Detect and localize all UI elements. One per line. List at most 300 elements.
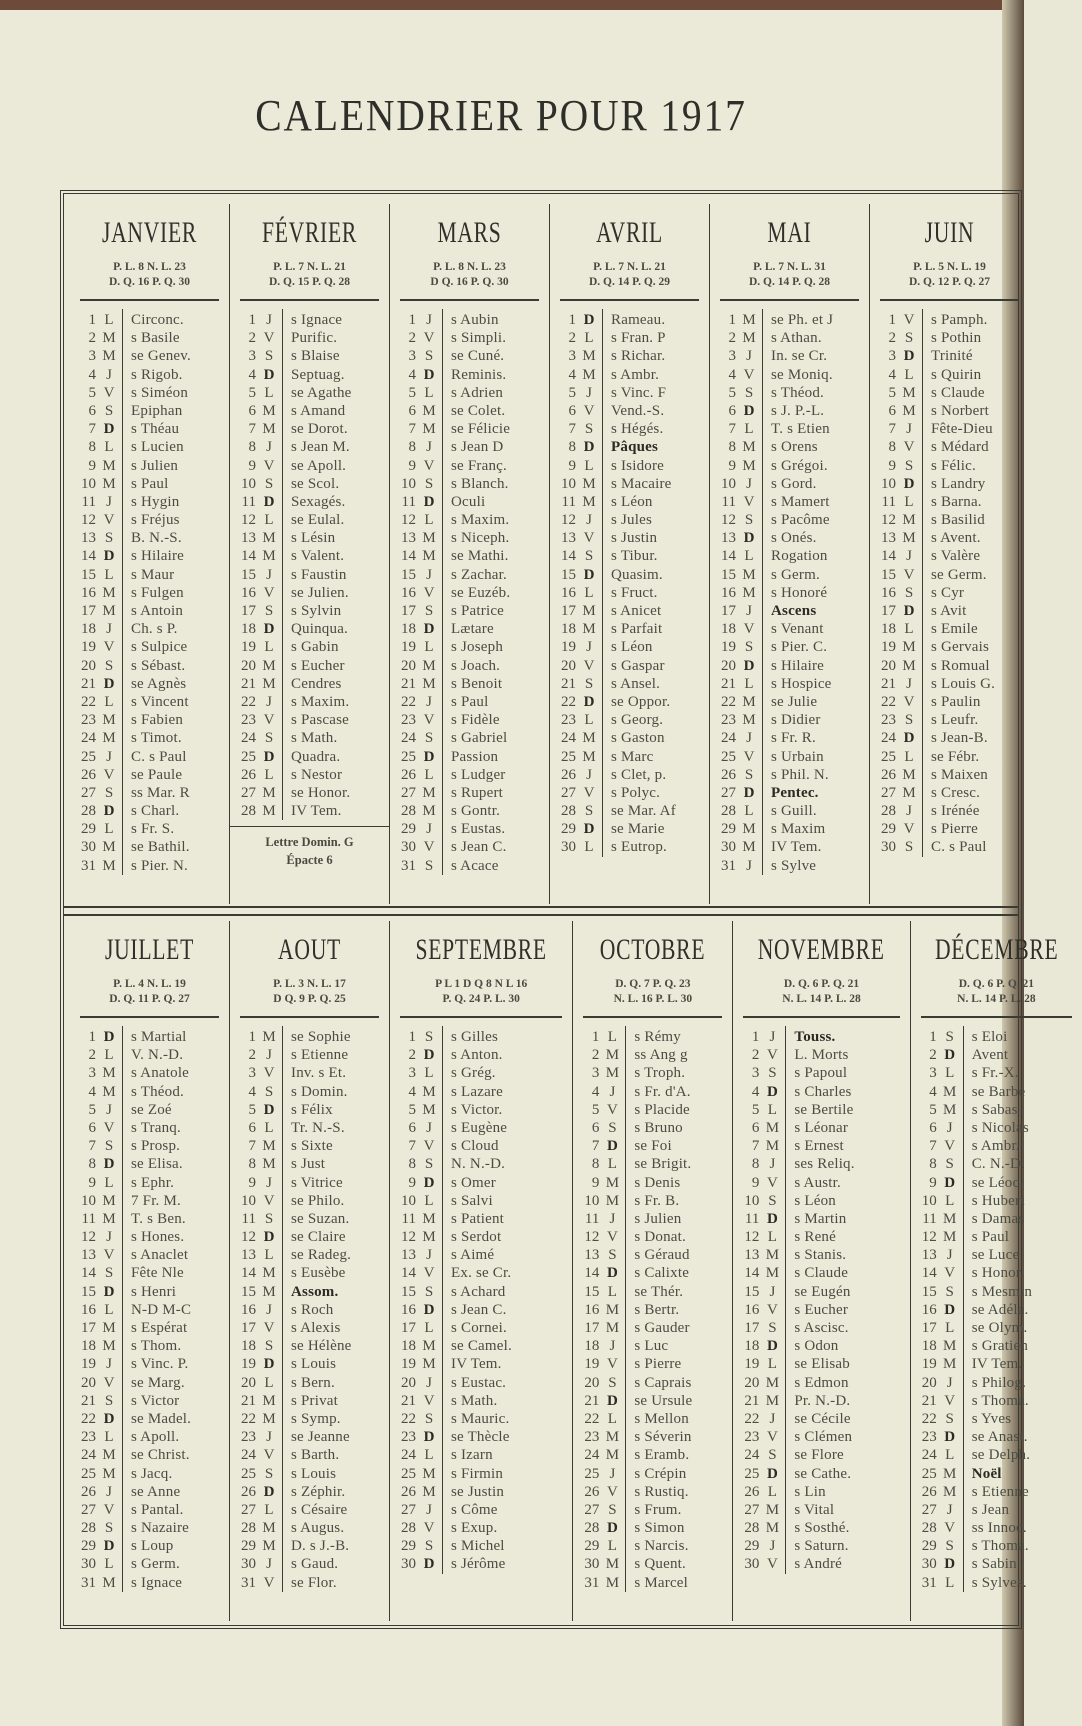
day-row bbox=[911, 1337, 1082, 1355]
saint-name: s Paul bbox=[971, 1229, 1010, 1246]
weekday-letter: V bbox=[606, 1356, 618, 1373]
weekday-letter: J bbox=[769, 1156, 776, 1173]
saint-name: s Calixte bbox=[634, 1265, 690, 1282]
weekday-letter: M bbox=[742, 330, 756, 347]
weekday-letter: D bbox=[103, 1538, 115, 1555]
day-row bbox=[710, 384, 869, 402]
day-row bbox=[390, 1465, 572, 1483]
weekday-letter: M bbox=[262, 402, 276, 419]
day-row bbox=[870, 402, 1029, 420]
day-row bbox=[230, 1337, 389, 1355]
day-number: 27 bbox=[81, 784, 96, 801]
saint-name: s Maxim bbox=[771, 821, 826, 838]
day-row bbox=[550, 457, 709, 475]
saint-name: s Bern. bbox=[291, 1374, 335, 1391]
day-number: 20 bbox=[401, 657, 416, 674]
day-number: 28 bbox=[721, 803, 736, 820]
saint-name: T. s Etien bbox=[771, 421, 830, 438]
weekday-letter: V bbox=[263, 1447, 275, 1464]
weekday-letter: L bbox=[424, 1192, 434, 1209]
saint-name: se Paule bbox=[131, 766, 183, 783]
day-number: 4 bbox=[888, 366, 896, 383]
header-rule bbox=[743, 1016, 899, 1018]
day-row bbox=[70, 1228, 229, 1246]
saint-name: se Franç. bbox=[451, 457, 507, 474]
day-number: 5 bbox=[568, 384, 576, 401]
day-number: 24 bbox=[401, 1447, 416, 1464]
day-number: 17 bbox=[401, 603, 416, 619]
day-row bbox=[733, 1064, 909, 1082]
saint-name: s Paulin bbox=[931, 693, 981, 710]
day-number: 24 bbox=[241, 1447, 256, 1464]
weekday-letter: S bbox=[424, 475, 434, 492]
day-row bbox=[710, 566, 869, 584]
weekday-letter: J bbox=[266, 312, 272, 328]
saint-name: s Jean C. bbox=[451, 839, 507, 856]
weekday-letter: S bbox=[424, 1156, 434, 1173]
weekday-letter: V bbox=[944, 1138, 956, 1155]
day-number: 3 bbox=[888, 348, 896, 365]
weekday-letter: V bbox=[423, 1265, 435, 1282]
weekday-letter: J bbox=[426, 693, 432, 710]
saint-name: s Gabin bbox=[291, 639, 339, 656]
day-row bbox=[390, 602, 549, 620]
day-number: 23 bbox=[241, 1429, 256, 1446]
saint-name: s Lin bbox=[794, 1483, 826, 1500]
day-number: 9 bbox=[929, 1174, 937, 1191]
day-row bbox=[870, 547, 1029, 565]
day-row bbox=[230, 1483, 389, 1501]
day-number: 19 bbox=[81, 639, 96, 656]
weekday-letter: V bbox=[103, 384, 115, 401]
saint-name: s Zachar. bbox=[451, 566, 507, 583]
day-number: 16 bbox=[81, 1301, 96, 1318]
day-number: 14 bbox=[81, 548, 96, 565]
weekday-letter: M bbox=[943, 1229, 957, 1246]
day-list bbox=[390, 311, 549, 875]
saint-name: s Eucher bbox=[291, 657, 345, 674]
weekday-letter: M bbox=[262, 657, 276, 674]
weekday-letter: J bbox=[946, 1501, 953, 1518]
year-notes bbox=[230, 826, 389, 869]
weekday-letter: M bbox=[582, 748, 596, 765]
day-row bbox=[733, 1283, 909, 1301]
day-list bbox=[390, 1028, 572, 1574]
saint-name: s Fr.-X. bbox=[971, 1065, 1019, 1082]
weekday-letter: S bbox=[264, 1083, 274, 1100]
saint-name: s Léon bbox=[611, 493, 653, 510]
day-row bbox=[550, 511, 709, 529]
saint-name: s Troph. bbox=[634, 1065, 686, 1082]
weekday-letter: L bbox=[744, 421, 754, 438]
saint-name: Sexagés. bbox=[291, 493, 346, 510]
saint-name: s Fulgen bbox=[131, 584, 184, 601]
month-septembre bbox=[390, 921, 573, 1621]
saint-name: s Rigob. bbox=[131, 366, 183, 383]
day-number: 21 bbox=[561, 675, 576, 692]
saint-name: se Mathi. bbox=[451, 548, 509, 565]
weekday-letter: V bbox=[903, 312, 915, 328]
day-number: 26 bbox=[81, 1483, 96, 1500]
day-number: 6 bbox=[888, 402, 896, 419]
day-row bbox=[70, 1374, 229, 1392]
saint-name: Rogation bbox=[771, 548, 828, 565]
day-row bbox=[573, 1301, 732, 1319]
saint-name: s Antoin bbox=[131, 603, 184, 619]
weekday-letter: M bbox=[102, 1338, 116, 1355]
saint-name: s Roch bbox=[291, 1301, 334, 1318]
day-number: 17 bbox=[401, 1320, 416, 1336]
weekday-letter: D bbox=[103, 1410, 115, 1427]
saint-name: IV Tem. bbox=[771, 839, 822, 856]
weekday-letter: V bbox=[903, 693, 915, 710]
day-number: 26 bbox=[561, 766, 576, 783]
weekday-letter: D bbox=[743, 657, 755, 674]
weekday-letter: J bbox=[266, 1047, 272, 1064]
day-number: 17 bbox=[921, 1320, 937, 1336]
day-row bbox=[70, 1555, 229, 1573]
day-row bbox=[390, 1537, 572, 1555]
month-decembre bbox=[911, 921, 1082, 1621]
day-row bbox=[390, 1392, 572, 1410]
header-rule bbox=[240, 1016, 379, 1018]
weekday-letter: L bbox=[744, 675, 754, 692]
saint-name: s Thom. bbox=[131, 1338, 182, 1355]
weekday-letter: L bbox=[424, 384, 434, 401]
weekday-letter: J bbox=[946, 1119, 953, 1136]
weekday-letter: V bbox=[263, 1320, 275, 1336]
saint-name: se Eugén bbox=[794, 1283, 851, 1300]
header-rule bbox=[240, 299, 379, 301]
saint-name: s Ignace bbox=[131, 1574, 183, 1591]
saint-name: s Paul bbox=[451, 693, 489, 710]
weekday-letter: L bbox=[264, 766, 274, 783]
day-row bbox=[573, 1446, 732, 1464]
saint-name: s J. P.-L. bbox=[771, 402, 825, 419]
saint-name: se Agathe bbox=[291, 384, 352, 401]
saint-name: s Adrien bbox=[451, 384, 504, 401]
day-number: 11 bbox=[401, 1210, 416, 1227]
day-row bbox=[230, 529, 389, 547]
saint-name: s Vincent bbox=[131, 693, 189, 710]
day-number: 15 bbox=[584, 1283, 600, 1300]
day-row bbox=[573, 1519, 732, 1537]
day-number: 26 bbox=[241, 766, 256, 783]
weekday-letter: J bbox=[106, 1229, 112, 1246]
day-row bbox=[870, 438, 1029, 456]
day-number: 12 bbox=[81, 512, 96, 529]
day-row bbox=[390, 857, 549, 875]
weekday-letter: V bbox=[903, 821, 915, 838]
saint-name: s Valère bbox=[931, 548, 981, 565]
saint-name: Fête Nle bbox=[131, 1265, 184, 1282]
weekday-letter: M bbox=[582, 493, 596, 510]
day-number: 11 bbox=[401, 493, 416, 510]
saint-name: se Marg. bbox=[131, 1374, 185, 1391]
weekday-letter: S bbox=[608, 1247, 617, 1264]
weekday-letter: D bbox=[606, 1138, 618, 1155]
day-number: 10 bbox=[401, 475, 416, 492]
saint-name: Pr. N.-D. bbox=[794, 1392, 851, 1409]
weekday-letter: L bbox=[264, 1119, 274, 1136]
moon-phases bbox=[230, 260, 389, 290]
day-number: 28 bbox=[81, 803, 96, 820]
day-number: 27 bbox=[401, 1501, 416, 1518]
day-row bbox=[390, 566, 549, 584]
day-row bbox=[390, 729, 549, 747]
day-number: 5 bbox=[751, 1101, 760, 1118]
day-number: 9 bbox=[248, 457, 256, 474]
weekday-letter: M bbox=[582, 475, 596, 492]
day-number: 7 bbox=[751, 1138, 760, 1155]
day-number: 3 bbox=[591, 1065, 600, 1082]
weekday-letter: M bbox=[102, 839, 116, 856]
saint-name: ses Reliq. bbox=[794, 1156, 855, 1173]
day-number: 29 bbox=[81, 821, 96, 838]
day-row bbox=[230, 1410, 389, 1428]
saint-name: s Jean bbox=[971, 1501, 1010, 1518]
weekday-letter: V bbox=[944, 1392, 956, 1409]
saint-name: s Mauric. bbox=[451, 1410, 510, 1427]
day-row bbox=[70, 1301, 229, 1319]
saint-name: s Ansel. bbox=[611, 675, 661, 692]
page-title: CALENDRIER POUR 1917 bbox=[255, 91, 747, 140]
day-number: 30 bbox=[241, 1556, 256, 1573]
day-row bbox=[870, 420, 1029, 438]
day-number: 17 bbox=[584, 1320, 600, 1336]
moon-phase-line: N. L. 14 P. L. 28 bbox=[782, 993, 861, 1005]
saint-name: s Venant bbox=[771, 621, 824, 638]
day-row bbox=[911, 1264, 1082, 1282]
weekday-letter: D bbox=[903, 730, 915, 747]
saint-name: s Sulpice bbox=[131, 639, 188, 656]
saint-name: s Aubin bbox=[451, 312, 499, 328]
day-number: 29 bbox=[921, 1538, 937, 1555]
day-number: 23 bbox=[744, 1429, 760, 1446]
weekday-letter: J bbox=[769, 1283, 776, 1300]
day-number: 14 bbox=[241, 548, 256, 565]
moon-phases bbox=[550, 260, 709, 290]
day-row bbox=[911, 1210, 1082, 1228]
saint-name: s Fr. S. bbox=[131, 821, 175, 838]
day-row bbox=[70, 347, 229, 365]
day-row bbox=[70, 748, 229, 766]
day-row bbox=[710, 529, 869, 547]
day-number: 12 bbox=[401, 1229, 416, 1246]
day-row bbox=[230, 766, 389, 784]
weekday-letter: V bbox=[423, 712, 435, 729]
day-number: 25 bbox=[921, 1465, 937, 1482]
day-row bbox=[390, 784, 549, 802]
day-number: 7 bbox=[88, 421, 96, 438]
day-number: 2 bbox=[248, 1047, 256, 1064]
day-number: 5 bbox=[88, 1101, 96, 1118]
saint-name: s Urbain bbox=[771, 748, 824, 765]
day-number: 26 bbox=[721, 766, 736, 783]
day-row bbox=[70, 1083, 229, 1101]
day-row bbox=[230, 475, 389, 493]
saint-name: s Barna. bbox=[931, 493, 982, 510]
moon-phase-line: P. Q. 24 P. L. 30 bbox=[442, 993, 520, 1005]
day-number: 20 bbox=[744, 1374, 760, 1391]
day-row bbox=[550, 529, 709, 547]
saint-name: s Félic. bbox=[931, 457, 976, 474]
day-row bbox=[550, 820, 709, 838]
day-number: 1 bbox=[408, 312, 416, 328]
day-row bbox=[390, 1228, 572, 1246]
weekday-letter: S bbox=[104, 784, 114, 801]
saint-name: s Romual bbox=[931, 657, 990, 674]
day-row bbox=[390, 657, 549, 675]
day-row bbox=[390, 838, 549, 856]
day-number: 22 bbox=[401, 1410, 416, 1427]
saint-name: se Cécile bbox=[794, 1410, 851, 1427]
day-number: 24 bbox=[81, 1447, 96, 1464]
saint-name: se Thècle bbox=[451, 1429, 510, 1446]
day-number: 21 bbox=[584, 1392, 600, 1409]
weekday-letter: J bbox=[266, 693, 272, 710]
saint-name: s Niceph. bbox=[451, 530, 510, 547]
month-name: NOVEMBRE bbox=[758, 933, 886, 966]
day-number: 2 bbox=[888, 330, 896, 347]
weekday-letter: D bbox=[583, 693, 595, 710]
weekday-letter: V bbox=[103, 639, 115, 656]
moon-phase-line: P. L. 4 N. L. 19 bbox=[113, 978, 186, 990]
saint-name: se Colet. bbox=[451, 402, 506, 419]
day-row bbox=[710, 820, 869, 838]
day-number: 23 bbox=[561, 712, 576, 729]
day-row bbox=[710, 657, 869, 675]
day-row bbox=[733, 1301, 909, 1319]
weekday-letter: J bbox=[746, 348, 752, 365]
weekday-letter: M bbox=[102, 1210, 116, 1227]
day-row bbox=[573, 1246, 732, 1264]
day-row bbox=[70, 1137, 229, 1155]
weekday-letter: L bbox=[904, 366, 914, 383]
day-number: 16 bbox=[561, 584, 576, 601]
day-number: 6 bbox=[568, 402, 576, 419]
moon-phases bbox=[390, 977, 572, 1007]
day-number: 25 bbox=[584, 1465, 600, 1482]
weekday-letter: J bbox=[266, 1174, 272, 1191]
day-number: 20 bbox=[241, 1374, 256, 1391]
saint-name: s Léonar bbox=[794, 1119, 849, 1136]
saint-name: s Gaston bbox=[611, 730, 665, 747]
day-number: 29 bbox=[744, 1538, 760, 1555]
saint-name: se Hélène bbox=[291, 1338, 352, 1355]
weekday-letter: D bbox=[263, 493, 275, 510]
weekday-letter: M bbox=[422, 1210, 436, 1227]
day-row bbox=[710, 857, 869, 875]
day-row bbox=[550, 584, 709, 602]
day-row bbox=[230, 1246, 389, 1264]
day-number: 24 bbox=[241, 730, 256, 747]
day-row bbox=[70, 1519, 229, 1537]
saint-name: s Irénée bbox=[931, 803, 980, 820]
weekday-letter: M bbox=[902, 530, 916, 547]
weekday-letter: V bbox=[583, 657, 595, 674]
saint-name: s Math. bbox=[451, 1392, 498, 1409]
day-row bbox=[70, 820, 229, 838]
day-number: 25 bbox=[881, 748, 896, 765]
day-number: 22 bbox=[584, 1410, 600, 1427]
day-row bbox=[870, 711, 1029, 729]
saint-name: s Sixte bbox=[291, 1138, 333, 1155]
saint-name: s Etienne bbox=[971, 1483, 1029, 1500]
saint-name: s Pier. N. bbox=[131, 857, 189, 874]
day-row bbox=[573, 1428, 732, 1446]
weekday-letter: L bbox=[104, 1047, 114, 1064]
weekday-letter: M bbox=[262, 1029, 276, 1045]
day-number: 15 bbox=[921, 1283, 937, 1300]
day-row bbox=[710, 457, 869, 475]
day-number: 12 bbox=[744, 1229, 760, 1246]
day-number: 5 bbox=[929, 1101, 937, 1118]
saint-name: s Firmin bbox=[451, 1465, 504, 1482]
day-number: 22 bbox=[881, 693, 896, 710]
saint-name: s Cornei. bbox=[451, 1320, 507, 1336]
day-row bbox=[733, 1428, 909, 1446]
day-number: 23 bbox=[81, 1429, 96, 1446]
moon-phases bbox=[710, 260, 869, 290]
saint-name: s Math. bbox=[291, 730, 338, 747]
weekday-letter: S bbox=[744, 512, 754, 529]
day-number: 19 bbox=[401, 639, 416, 656]
day-row bbox=[911, 1501, 1082, 1519]
calendar-page bbox=[0, 10, 1059, 1726]
weekday-letter: D bbox=[103, 803, 115, 820]
day-row bbox=[390, 1210, 572, 1228]
saint-name: Oculi bbox=[451, 493, 486, 510]
day-row bbox=[70, 1319, 229, 1337]
day-number: 13 bbox=[721, 530, 736, 547]
moon-phases bbox=[733, 977, 909, 1007]
day-row bbox=[390, 547, 549, 565]
weekday-letter: S bbox=[264, 603, 274, 619]
day-row bbox=[733, 1465, 909, 1483]
weekday-letter: V bbox=[263, 330, 275, 347]
saint-name: s Philog. bbox=[971, 1374, 1027, 1391]
day-row bbox=[70, 1428, 229, 1446]
day-number: 26 bbox=[401, 766, 416, 783]
day-row bbox=[390, 347, 549, 365]
saint-name: s Barth. bbox=[291, 1447, 340, 1464]
day-number: 9 bbox=[568, 457, 576, 474]
saint-name: Passion bbox=[451, 748, 499, 765]
day-row bbox=[390, 1555, 572, 1573]
day-row bbox=[550, 329, 709, 347]
saint-name: s Richar. bbox=[611, 348, 666, 365]
day-row bbox=[710, 675, 869, 693]
day-row bbox=[911, 1137, 1082, 1155]
day-row bbox=[390, 1446, 572, 1464]
weekday-letter: D bbox=[103, 1283, 115, 1300]
saint-name: s Germ. bbox=[771, 566, 820, 583]
moon-phase-line: D. Q. 16 P. Q. 30 bbox=[108, 276, 191, 288]
saint-name: s Emile bbox=[931, 621, 978, 638]
day-row bbox=[870, 675, 1029, 693]
saint-name: s Ambr. bbox=[611, 366, 660, 383]
day-row bbox=[70, 1355, 229, 1373]
day-row bbox=[230, 1501, 389, 1519]
weekday-letter: M bbox=[742, 712, 756, 729]
dominical-letter: Lettre Domin. G bbox=[265, 835, 354, 850]
weekday-letter: D bbox=[263, 748, 275, 765]
day-row bbox=[390, 1519, 572, 1537]
day-number: 22 bbox=[81, 1410, 96, 1427]
weekday-letter: J bbox=[106, 1356, 112, 1373]
weekday-letter: J bbox=[769, 1538, 776, 1555]
